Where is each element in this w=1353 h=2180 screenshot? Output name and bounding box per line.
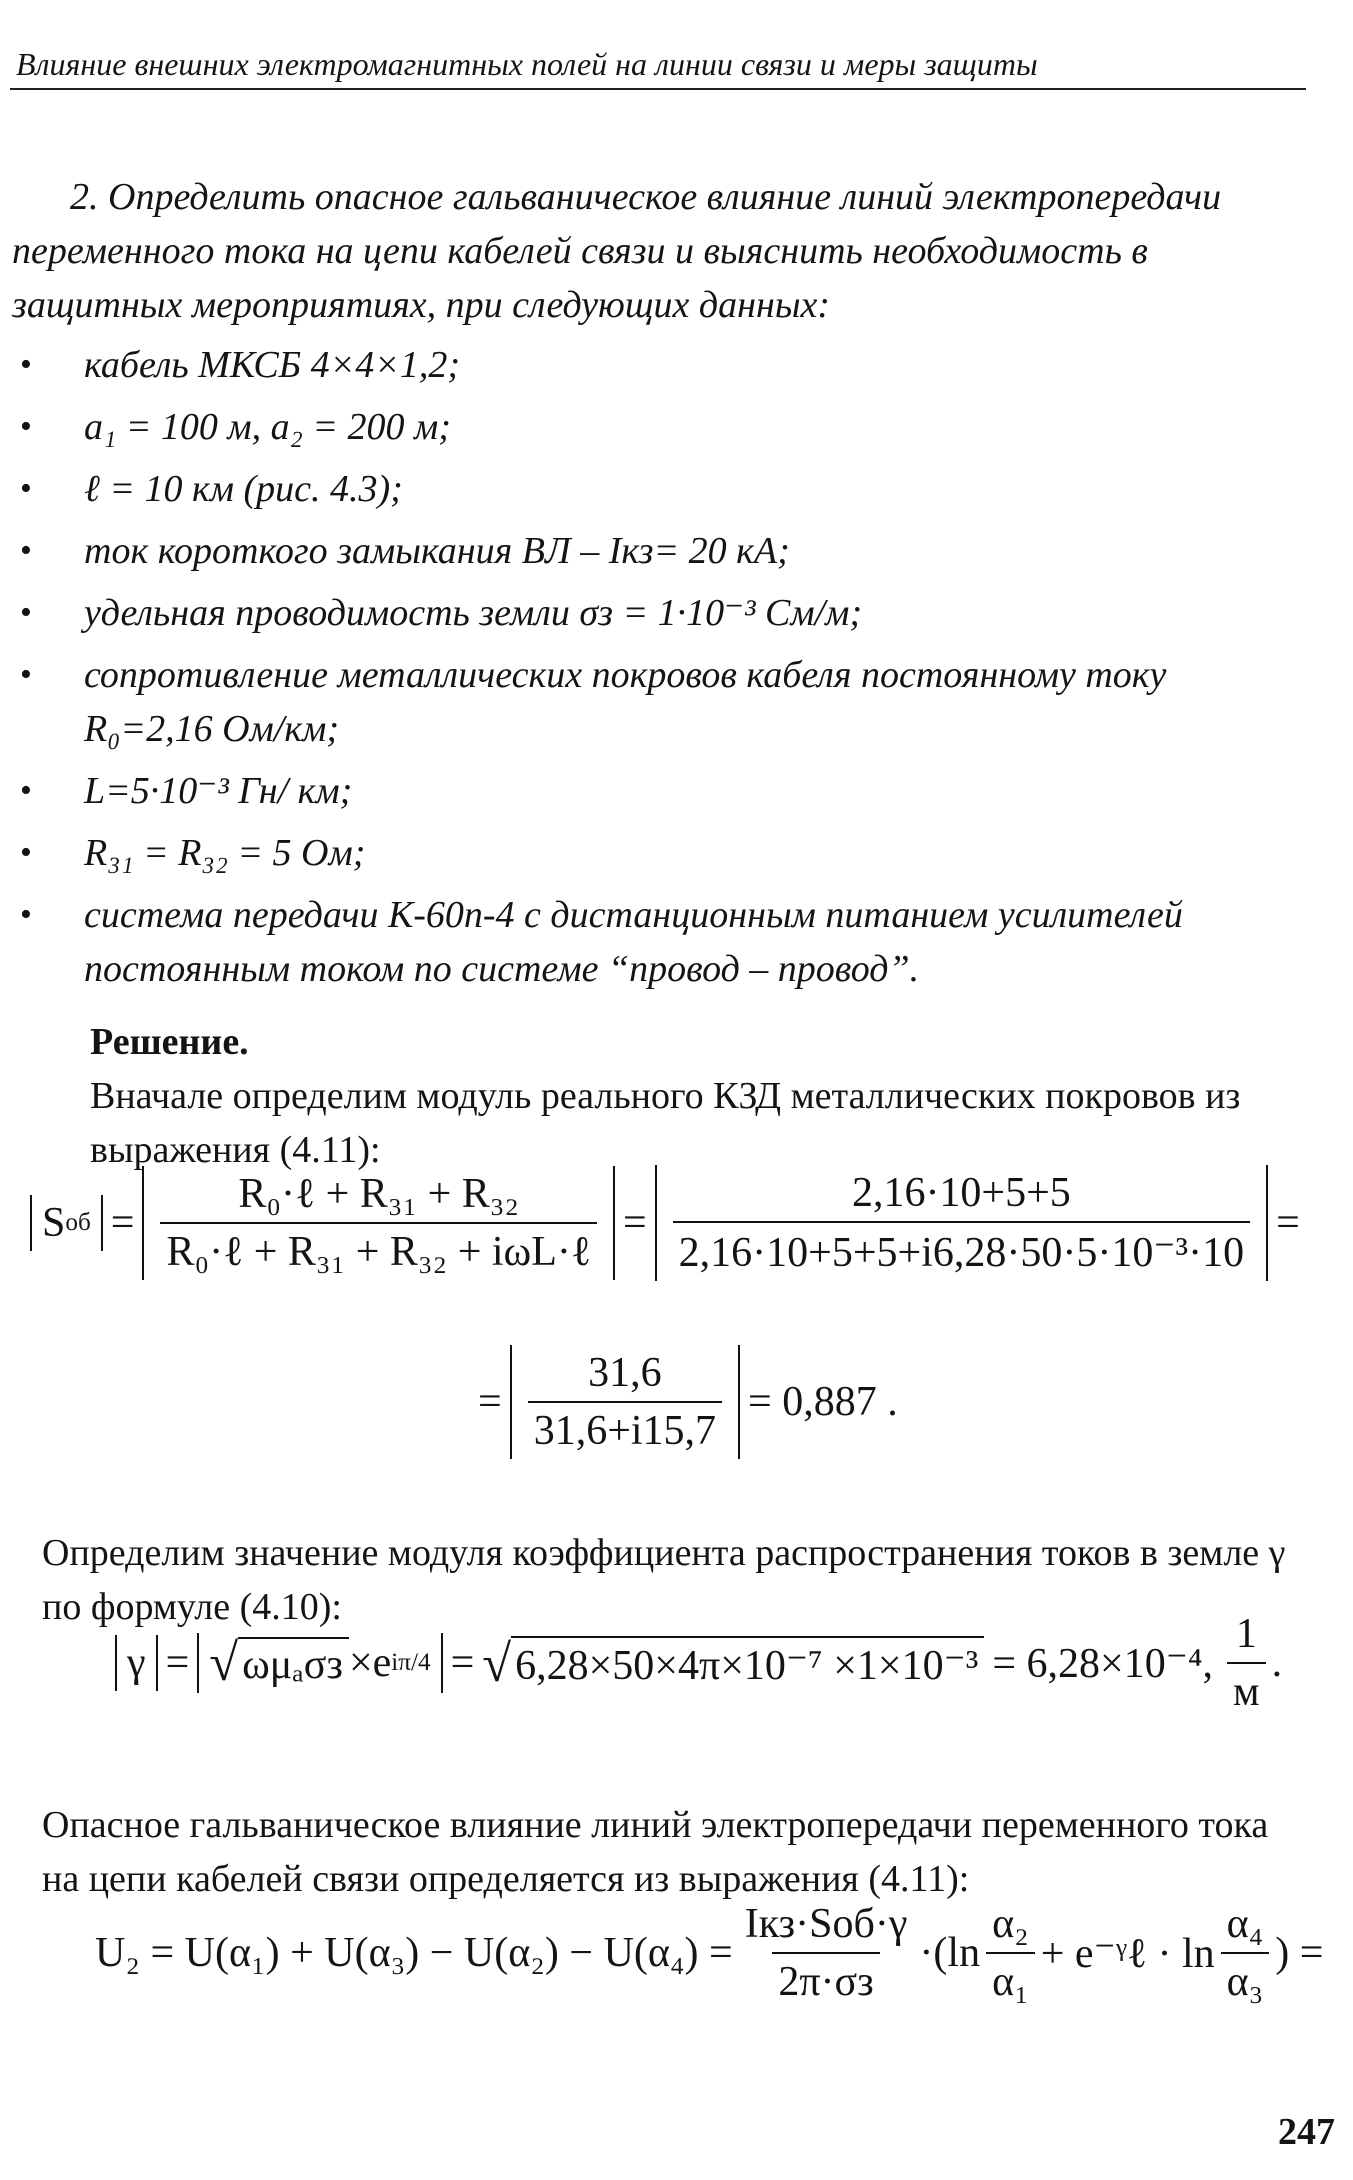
- sqrt: √ 6,28×50×4π×10⁻⁷ ×1×10⁻³: [482, 1636, 984, 1690]
- solution-paragraph-3: Опасное гальваническое влияние линий электропередачи переменного тока на цепи кабелей связи определяется из выражения (4.11):: [42, 1804, 1269, 1900]
- list-item: • система передачи К-60п-4 с дистанционным питанием усилителей постоянным током по системе “провод – провод”.: [12, 888, 1302, 996]
- equation-sob: S об = $\frac{\text{R₀·ℓ + R₃₁ + R₃₂}}{\text{R₀·ℓ + R₃₁ + R₃₂ + iωL·ℓ}}$ = $\frac{2,16\cdot 10+5+5}{\text{2,16·10+5+5+i6,28·50·5·10⁻³·10}}$ =: [30, 1165, 1308, 1281]
- fraction: $\frac{\text{R₀·ℓ + R₃₁ + R₃₂}}{\text{R₀·ℓ + R₃₁ + R₃₂ + iωL·ℓ}}$: [160, 1170, 597, 1276]
- abs-gamma: γ: [115, 1635, 158, 1691]
- sqrt: √ ωμₐσз: [209, 1637, 349, 1690]
- bullet-icon: •: [20, 834, 32, 871]
- fraction: $\frac{31,6}{31,6+i15,7}$: [528, 1349, 722, 1455]
- equation-u2: U₂ = U(α₁) + U(α₃) − U(α₂) − U(α₄) = $\frac{\text{Iкз·Sоб·γ}}{2\pi\cdot\sigma з}$ ·(ln $\frac{\text{α₂}}{\text{α₁}}$ + e⁻ᵞℓ · ln $\frac{\text{α₄}}{\text{α₃}}$ ) =: [95, 1901, 1324, 2005]
- bullet-icon: •: [20, 656, 32, 693]
- bullet-icon: •: [20, 594, 32, 631]
- fraction: $\frac{\text{α₂}}{\text{α₁}}$: [986, 1900, 1035, 2006]
- abs-fraction-numeric: [655, 1165, 1268, 1281]
- abs-lhs: S об: [30, 1195, 103, 1251]
- task-intro: 2. Определить опасное гальваническое влияние линий электропередачи переменного тока на цепи кабелей связи и выяснить необходимость в защитных мероприятиях, при следующих данных:: [12, 176, 1222, 326]
- fraction: $\frac{2,16\cdot 10+5+5}{\text{2,16·10+5+5+i6,28·50·5·10⁻³·10}}$: [673, 1169, 1250, 1277]
- list-item: • ℓ = 10 км (рис. 4.3);: [12, 462, 1302, 516]
- list-item: • кабель МКСБ 4×4×1,2;: [12, 338, 1302, 392]
- abs-expression: √ ωμₐσз ×e iπ/4: [197, 1633, 442, 1694]
- running-header: Влияние внешних электромагнитных полей на линии связи и меры защиты: [10, 40, 1306, 90]
- bullet-icon: •: [20, 532, 32, 569]
- equation-gamma: γ = √ ωμₐσз ×e iπ/4 = √ 6,28×50×4π×10⁻⁷ ×1×10⁻³ = 6,28×10⁻⁴, $\frac{1}{м}$ .: [115, 1610, 1282, 1716]
- task-block: [12, 170, 1302, 1004]
- list-item: • удельная проводимость земли σз = 1·10⁻³ См/м;: [12, 586, 1302, 640]
- fraction: $\frac{\text{α₄}}{\text{α₃}}$: [1221, 1900, 1270, 2006]
- list-item: • L=5·10⁻³ Гн/ км;: [12, 764, 1302, 818]
- solution-paragraph-2: Определим значение модуля коэффициента распространения токов в земле γ по формуле (4.10):: [42, 1532, 1286, 1628]
- list-item: • ток короткого замыкания ВЛ – Iкз= 20 кА;: [12, 524, 1302, 578]
- solution-paragraph-1: Вначале определим модуль реального КЗД металлических покровов из выражения (4.11):: [90, 1075, 1241, 1171]
- bullet-icon: •: [20, 772, 32, 809]
- solution-heading: Решение.: [90, 1021, 249, 1063]
- conditions-list: [12, 338, 1302, 996]
- list-item: • R₃₁ = R₃₂ = 5 Ом;: [12, 826, 1302, 880]
- bullet-icon: •: [20, 346, 32, 383]
- list-item: • a₁ = 100 м, a₂ = 200 м;: [12, 400, 1302, 454]
- equation-sob-result: = $\frac{31,6}{31,6+i15,7}$ = 0,887 .: [470, 1345, 906, 1459]
- fraction: $\frac{\text{Iкз·Sоб·γ}}{2\pi\cdot\sigma з}$: [744, 1901, 908, 2005]
- bullet-icon: •: [20, 470, 32, 507]
- unit-fraction: $\frac{1}{м}$: [1227, 1610, 1266, 1716]
- list-item: • сопротивление металлических покровов кабеля постоянному току R₀=2,16 Ом/км;: [12, 648, 1302, 756]
- abs-fraction: [510, 1345, 740, 1459]
- abs-fraction-symbolic: [142, 1166, 615, 1280]
- bullet-icon: •: [20, 896, 32, 933]
- solution-block: [90, 1015, 1310, 1177]
- bullet-icon: •: [20, 408, 32, 445]
- page-number: 247: [1278, 2111, 1335, 2153]
